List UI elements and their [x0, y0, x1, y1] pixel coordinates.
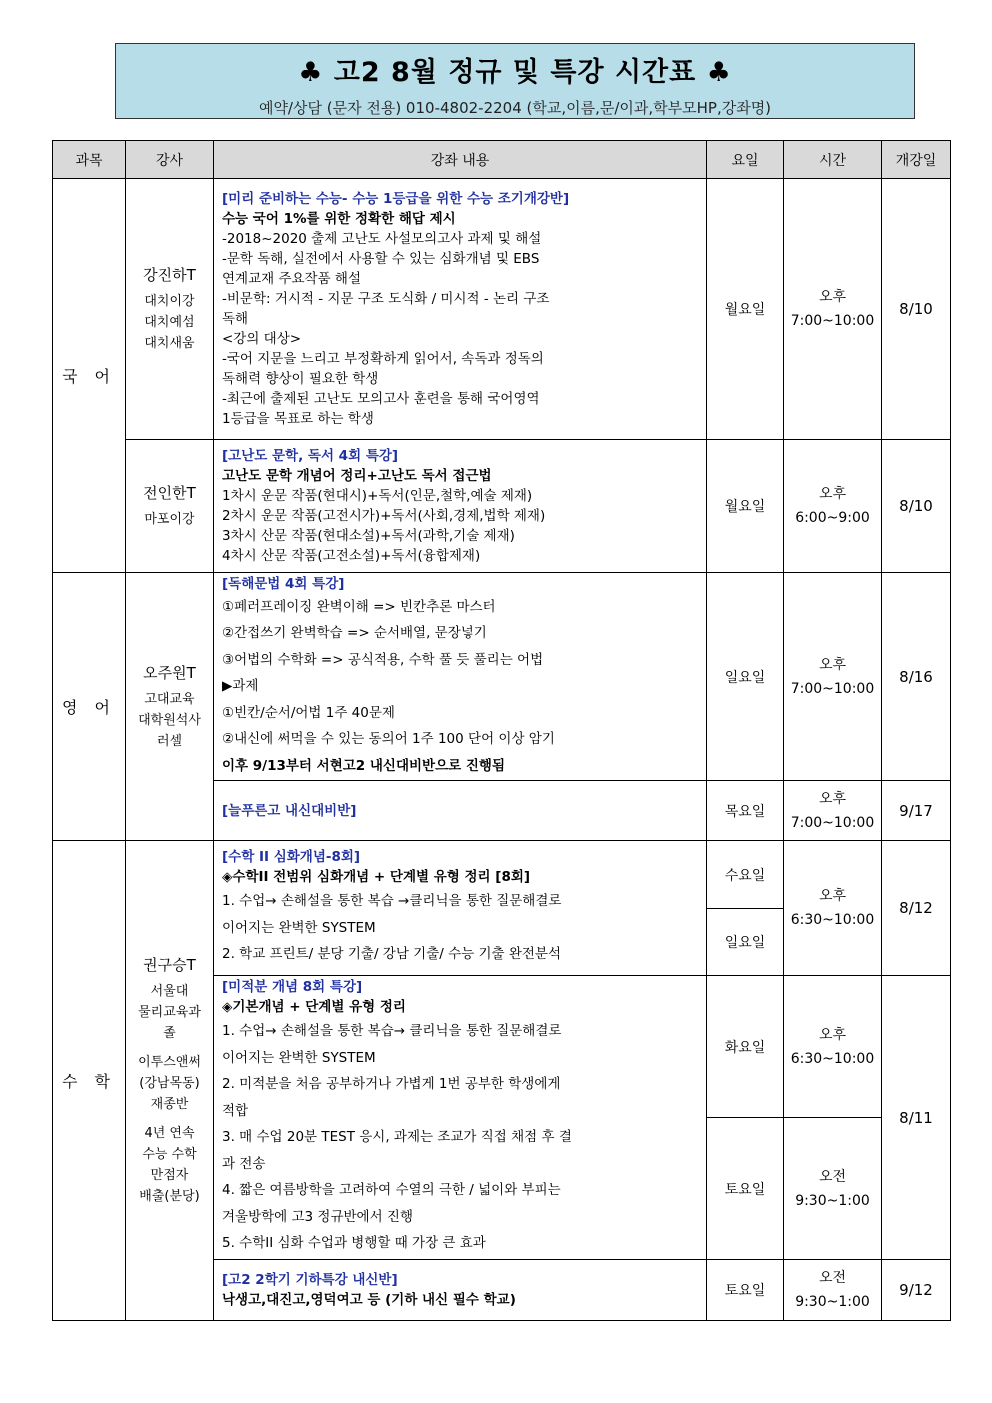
- teacher-name: 권구승T: [143, 956, 196, 974]
- teacher-info: 이투스앤써: [138, 1055, 201, 1070]
- course-line: 1등급을 목표로 하는 학생: [222, 411, 374, 427]
- table-row: [53, 440, 951, 573]
- course-content: [214, 573, 707, 781]
- course-line: 독해: [222, 311, 249, 327]
- col-header-day: 요일: [707, 141, 784, 179]
- header-row: [53, 141, 951, 179]
- col-header-time: 시간: [784, 141, 882, 179]
- start-date-cell: 8/16: [882, 573, 951, 781]
- page-subtitle: 예약/상담 (문자 전용) 010-4802-2204 (학교,이름,문/이과,학부모HP,강좌명): [258, 99, 772, 117]
- time-cell: [784, 179, 882, 440]
- course-line: ①페러프레이징 완벽이해 => 빈칸추론 마스터: [222, 598, 496, 615]
- teacher-info: 졸: [163, 1026, 176, 1041]
- table-row: [53, 179, 951, 440]
- time-cell: [784, 1260, 882, 1321]
- time-range: 6:00~9:00: [795, 510, 870, 526]
- teacher-name: 강진하T: [143, 266, 196, 284]
- course-line: -국어 지문을 느리고 부정확하게 읽어서, 속독과 정독의: [222, 351, 544, 367]
- time-period: 오전: [818, 1168, 847, 1185]
- course-line: ②간접쓰기 완벽학습 => 순서배열, 문장넣기: [222, 625, 487, 642]
- course-line: -문학 독해, 실전에서 사용할 수 있는 심화개념 및 EBS: [222, 251, 540, 267]
- day-cell: 월요일: [707, 179, 784, 440]
- time-period: 오후: [818, 486, 847, 502]
- course-note: 이후 9/13부터 서현고2 내신대비반으로 진행됨: [222, 757, 506, 774]
- course-line: <강의 대상>: [222, 331, 302, 347]
- teacher-info: 러셀: [156, 733, 183, 749]
- time-cell: [784, 781, 882, 841]
- course-headline: ◈수학II 전범위 심화개념 + 단계별 유형 정리 [8회]: [222, 869, 531, 886]
- subject-cell: 수 학: [53, 841, 126, 1321]
- course-line: ①빈칸/순서/어법 1주 40문제: [222, 704, 395, 721]
- page-title: ♣ 고2 8월 정규 및 특강 시간표 ♣: [298, 57, 732, 88]
- course-tag: [수학 II 심화개념-8회]: [222, 849, 361, 866]
- time-range: 6:30~10:00: [790, 1050, 875, 1067]
- course-content: [214, 841, 707, 976]
- course-line: 5. 수학II 심화 수업과 병행할 때 가장 큰 효과: [222, 1235, 486, 1252]
- teacher-info: (강남목동): [139, 1076, 200, 1091]
- teacher-name: 오주원T: [143, 663, 196, 682]
- start-date-cell: 8/11: [882, 976, 951, 1260]
- course-line: 1. 수업→ 손해설을 통한 복습→ 클리닉을 통한 질문해결로: [222, 1023, 562, 1040]
- table-row: [53, 573, 951, 781]
- start-date-cell: 9/12: [882, 1260, 951, 1321]
- day-cell: 토요일: [707, 1260, 784, 1321]
- course-line: 4. 짧은 여름방학을 고려하여 수열의 극한 / 넓이와 부피는: [222, 1182, 561, 1199]
- start-date-cell: 8/10: [882, 179, 951, 440]
- day-cell: 월요일: [707, 440, 784, 573]
- course-line: 4차시 산문 작품(고전소설)+독서(융합제재): [222, 548, 481, 564]
- teacher-info: 물리교육과: [138, 1005, 201, 1020]
- time-cell: [784, 976, 882, 1118]
- time-range: 6:30~10:00: [790, 912, 875, 928]
- teacher-info: 대치예섬: [144, 315, 195, 330]
- teacher-info: 재종반: [150, 1097, 189, 1112]
- table-row: [53, 841, 951, 909]
- day-cell: 토요일: [707, 1118, 784, 1260]
- teacher-info: 4년 연속: [144, 1126, 195, 1141]
- course-line: 3. 매 수업 20분 TEST 응시, 과제는 조교가 직접 채점 후 결: [222, 1129, 572, 1146]
- day-cell: 일요일: [707, 573, 784, 781]
- start-date-cell: 8/10: [882, 440, 951, 573]
- course-line: 2. 미적분을 처음 공부하거나 가볍게 1번 공부한 학생에게: [222, 1076, 561, 1093]
- teacher-info: 대학원석사: [138, 712, 201, 728]
- course-content: [214, 440, 707, 573]
- course-line: 3차시 산문 작품(현대소설)+독서(과학,기술 제재): [222, 528, 515, 544]
- subject-cell: 영 어: [53, 573, 126, 841]
- course-line: 독해력 향상이 필요한 학생: [222, 371, 379, 387]
- teacher-info: 수능 수학: [142, 1147, 197, 1162]
- teacher-info: 대치이강: [144, 294, 195, 309]
- course-tag: [고난도 문학, 독서 4회 특강]: [222, 448, 399, 464]
- teacher-cell: [126, 841, 214, 1321]
- time-cell: [784, 1118, 882, 1260]
- teacher-cell: [126, 440, 214, 573]
- course-line: ▶과제: [222, 678, 259, 695]
- teacher-info: 마포이강: [144, 512, 195, 527]
- teacher-info: 배출(분당): [139, 1189, 200, 1204]
- course-line: 연계교재 주요작품 해설: [222, 271, 361, 287]
- course-line: -2018~2020 출제 고난도 사설모의고사 과제 및 해설: [222, 231, 542, 247]
- course-content: [214, 1260, 707, 1321]
- schedule-table: [52, 140, 951, 1321]
- title-box: [115, 43, 915, 119]
- teacher-cell: [126, 179, 214, 440]
- time-range: 9:30~1:00: [795, 1192, 870, 1209]
- course-line: 겨울방학에 고3 정규반에서 진행: [222, 1208, 413, 1225]
- course-line: 2차시 운문 작품(고전시가)+독서(사회,경제,법학 제재): [222, 508, 546, 524]
- course-line: 적합: [222, 1102, 249, 1119]
- course-line: 1. 수업→ 손해설을 통한 복습 →클리닉을 통한 질문해결로: [222, 893, 562, 910]
- time-period: 오전: [818, 1270, 847, 1286]
- time-range: 9:30~1:00: [795, 1294, 870, 1310]
- teacher-info: 만점자: [150, 1168, 189, 1183]
- teacher-info: 서울대: [150, 984, 189, 999]
- course-line: 2. 학교 프린트/ 분당 기출/ 강남 기출/ 수능 기출 완전분석: [222, 946, 562, 963]
- course-tag: [고2 2학기 기하특강 내신반]: [222, 1272, 398, 1288]
- col-header-subject: 과목: [53, 141, 126, 179]
- course-tag: [미적분 개념 8회 특강]: [222, 979, 363, 996]
- teacher-cell: [126, 573, 214, 841]
- course-tag: [독해문법 4회 특강]: [222, 575, 345, 592]
- course-line: -최근에 출제된 고난도 모의고사 훈련을 통해 국어영역: [222, 391, 540, 407]
- course-line: -비문학: 거시적 - 지문 구조 도식화 / 미시적 - 논리 구조: [222, 291, 550, 307]
- time-cell: [784, 573, 882, 781]
- day-cell: 일요일: [707, 909, 784, 976]
- time-cell: [784, 841, 882, 976]
- teacher-name: 전인한T: [143, 484, 196, 502]
- time-range: 7:00~10:00: [790, 814, 875, 831]
- course-content: [214, 179, 707, 440]
- col-header-teacher: 강사: [126, 141, 214, 179]
- start-date-cell: 9/17: [882, 781, 951, 841]
- day-cell: 목요일: [707, 781, 784, 841]
- time-range: 7:00~10:00: [790, 313, 875, 329]
- course-headline: ◈기본개념 + 단계별 유형 정리: [222, 999, 406, 1016]
- col-header-start-date: 개강일: [882, 141, 951, 179]
- col-header-content: 강좌 내용: [214, 141, 707, 179]
- course-line: ③어법의 수학화 => 공식적용, 수학 풀 듯 풀리는 어법: [222, 651, 544, 668]
- time-cell: [784, 440, 882, 573]
- course-content: [214, 976, 707, 1260]
- course-content: [214, 781, 707, 841]
- time-period: 오후: [818, 790, 847, 807]
- time-range: 7:00~10:00: [790, 680, 875, 697]
- course-line: 이어지는 완벽한 SYSTEM: [222, 919, 376, 936]
- teacher-info: 대치새움: [144, 336, 195, 351]
- time-period: 오후: [818, 289, 847, 305]
- day-cell: 화요일: [707, 976, 784, 1118]
- course-headline: 고난도 문학 개념어 정리+고난도 독서 접근법: [222, 468, 492, 484]
- day-cell: 수요일: [707, 841, 784, 909]
- subject-cell: 국 어: [53, 179, 126, 573]
- time-period: 오후: [818, 888, 847, 904]
- course-line: 과 전송: [222, 1155, 266, 1172]
- course-line: 이어지는 완벽한 SYSTEM: [222, 1049, 376, 1066]
- course-headline: 낙생고,대진고,영덕여고 등 (기하 내신 필수 학교): [222, 1292, 516, 1308]
- course-line: 1차시 운문 작품(현대시)+독서(인문,철학,예술 제재): [222, 488, 533, 504]
- time-period: 오후: [818, 656, 847, 673]
- time-period: 오후: [818, 1026, 847, 1043]
- course-tag: [미리 준비하는 수능- 수능 1등급을 위한 수능 조기개강반]: [222, 191, 570, 207]
- course-line: ②내신에 써먹을 수 있는 동의어 1주 100 단어 이상 암기: [222, 731, 555, 748]
- teacher-info: 고대교육: [144, 691, 195, 707]
- course-headline: 수능 국어 1%를 위한 정확한 해답 제시: [222, 211, 456, 227]
- course-tag: [늘푸른고 내신대비반]: [222, 802, 357, 819]
- start-date-cell: 8/12: [882, 841, 951, 976]
